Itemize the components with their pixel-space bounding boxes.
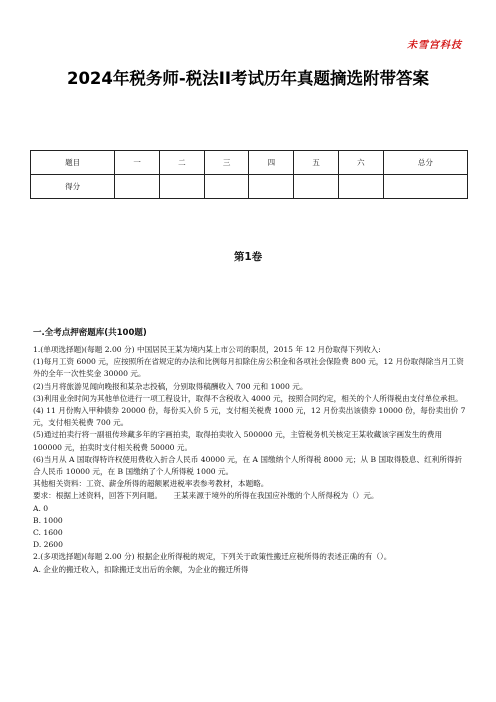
question-body [33, 344, 467, 576]
question-line: 其他相关资料：工资、薪金所得的超额累进税率表参考教材，本题略。 [33, 479, 269, 489]
header-cell: 二 [159, 151, 204, 175]
header-cell: 一 [115, 151, 160, 175]
score-cell [294, 175, 339, 199]
header-cell: 六 [338, 151, 383, 175]
header-cell: 总分 [383, 151, 467, 175]
answer-option: A. 企业的搬迁收入，扣除搬迁支出后的余额，为企业的搬迁所得 [33, 564, 249, 574]
score-table-header-row [31, 151, 468, 175]
score-table-score-row [31, 175, 468, 199]
question-line: 2.(多项选择题)(每题 2.00 分) 根据企业所得税的规定，下列关于政策性搬迁应税所得的表述正确的有（）。 [33, 552, 392, 562]
header-cell: 题目 [31, 151, 115, 175]
question-line: 要求：根据上述资料，回答下列问题。 王某来源于境外的所得在我国应补缴的个人所得税为（）元。 [33, 491, 379, 501]
question-line: (1)每月工资 6000 元，应按照所在省规定的办法和比例每月扣除住房公积金和各项社会保险费 800 元，12 月份取得除当月工资外的全年一次性奖金 30000 元。 [33, 357, 464, 379]
question-line: (4) 11 月份购入甲种债券 20000 份，每份买入价 5 元，支付相关税费 1000 元，12 月份卖出该债券 10000 份，每份卖出价 7 元，支付相关税费 700 元。 [33, 406, 466, 428]
volume-label: 第1卷 [233, 251, 263, 263]
section-heading: 一.全考点押密题库(共100题) [33, 328, 147, 338]
score-cell [115, 175, 160, 199]
question-line: 1.(单项选择题)(每题 2.00 分) 中国居民王某为境内某上市公司的职员，2015 年 12 月份取得下列收入: [33, 345, 381, 354]
answer-option: C. 1600 [33, 528, 63, 538]
score-cell [383, 175, 467, 199]
question-line: (6)当月从 A 国取得特许权使用费收入折合人民币 40000 元，在 A 国缴纳个人所得税 8000 元；从 B 国取得股息、红利所得折合人民币 10000 元，在 B 国缴纳了个人所得税 1000 元。 [33, 454, 463, 477]
page-title: 2024年税务师-税法II考试历年真题摘选附带答案 [66, 69, 430, 88]
header-cell: 五 [294, 151, 339, 175]
header-cell: 四 [249, 151, 294, 175]
header-cell: 三 [204, 151, 249, 175]
brand-logo: 未雪宫科技 [407, 40, 462, 51]
score-cell [249, 175, 294, 199]
answer-option: B. 1000 [33, 515, 63, 525]
score-table [30, 150, 468, 199]
question-line: (5)通过拍卖行将一副祖传珍藏多年的字画拍卖，取得拍卖收入 500000 元，主管税务机关核定王某收藏该字画发生的费用 100000 元，拍卖时支付相关税费 50000 元。 [33, 430, 443, 452]
score-cell [338, 175, 383, 199]
question-line: (2)当月将旅游见闻向晚报和某杂志投稿，分别取得稿酬收入 700 元和 1000 元。 [33, 381, 308, 391]
score-cell [159, 175, 204, 199]
question-line: (3)利用业余时间为其他单位进行一项工程设计，取得不含税收入 4000 元，按照合同约定，相关的个人所得税由支付单位承担。 [33, 393, 463, 403]
score-cell [204, 175, 249, 199]
answer-option: A. 0 [33, 503, 49, 513]
answer-option: D. 2600 [33, 540, 63, 550]
row-label-cell: 得分 [31, 175, 115, 199]
